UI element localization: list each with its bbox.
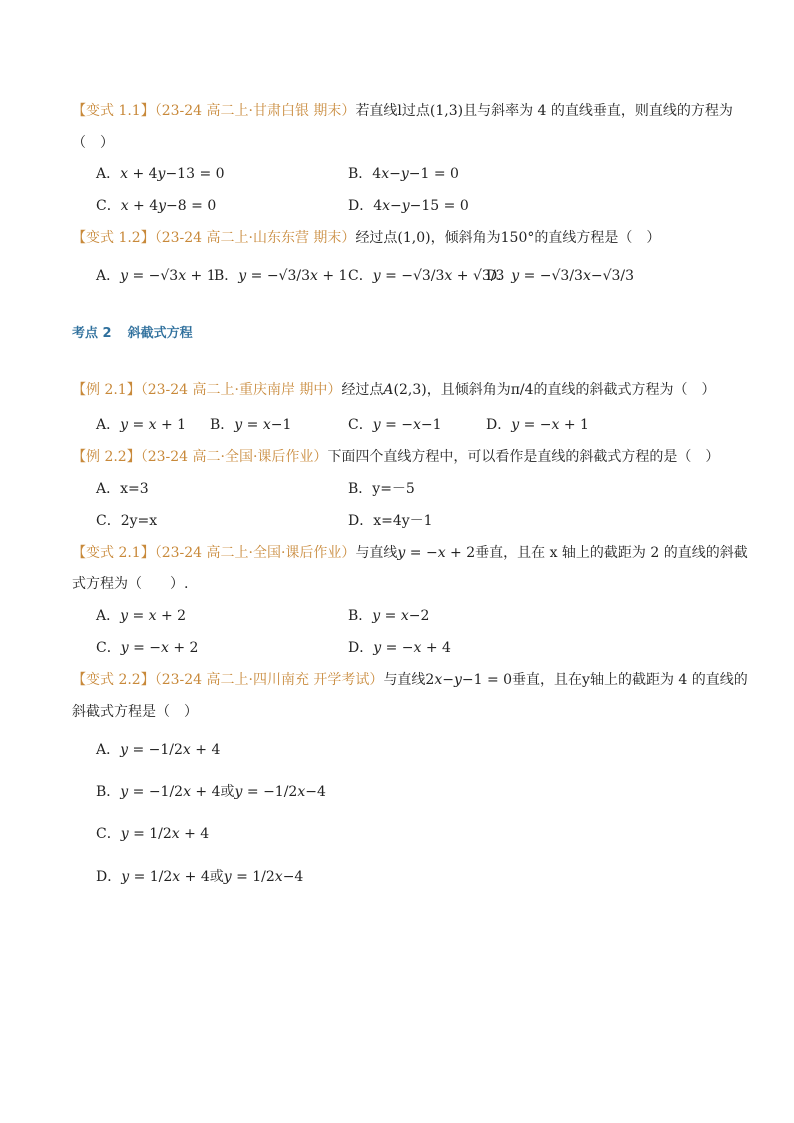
question-variant-2-1 (72, 543, 748, 563)
option-d: D．𝑦 = −𝑥 + 1 (486, 417, 589, 433)
question-variant-1-2 (72, 228, 732, 248)
option-a: A．𝑥 + 4𝑦−13 = 0 (96, 166, 225, 182)
section-title: 斜截式方程 (127, 326, 193, 341)
question-example-2-1 (72, 380, 732, 400)
question-stem: 与直线𝑦 = −𝑥 + 2垂直，且在 x 轴上的截距为 2 的直线的斜截 (355, 545, 748, 561)
option-c: C．𝑦 = −𝑥−1 (348, 417, 442, 433)
option-d: D．𝑦 = −𝑥 + 4 (348, 640, 451, 656)
question-stem: 经过点(1,0)，倾斜角为150°的直线方程是（ ） (355, 230, 661, 246)
question-tag: 【变式 2.1】 (72, 545, 155, 561)
question-stem-continued: （ ） (72, 135, 114, 151)
option-b: B．𝑦 = −√3/3𝑥 + 1 (214, 268, 348, 284)
question-stem: 若直线l过点(1,3)且与斜率为 4 的直线垂直，则直线的方程为 (355, 103, 733, 119)
question-stem: 与直线2𝑥−𝑦−1 = 0垂直，且在y轴上的截距为 4 的直线的 (383, 672, 748, 688)
question-tag: 【变式 2.2】 (72, 672, 155, 688)
option-b: B．𝑦 = 𝑥−2 (348, 608, 430, 624)
question-source: （23-24 高二上·重庆南岸 期中） (140, 382, 342, 398)
question-stem: 经过点𝐴(2,3)，且倾斜角为π/4的直线的斜截式方程为（ ） (341, 382, 716, 398)
option-a: A．𝑦 = −1/2𝑥 + 4 (96, 742, 221, 758)
question-tag: 【变式 1.2】 (72, 230, 155, 246)
question-tag: 【变式 1.1】 (72, 103, 155, 119)
question-stem: 下面四个直线方程中，可以看作是直线的斜截式方程的是（ ） (327, 449, 720, 465)
option-b: B．𝑦 = 𝑥−1 (210, 417, 292, 433)
question-source: （23-24 高二上·山东东营 期末） (154, 230, 356, 246)
option-d: D．𝑦 = −√3/3𝑥−√3/3 (486, 268, 635, 284)
option-a: A．𝑦 = −√3𝑥 + 1 (96, 268, 216, 284)
question-variant-2-2 (72, 670, 748, 690)
question-source: （23-24 高二上·全国·课后作业） (154, 545, 356, 561)
option-d: D．𝑦 = 1/2𝑥 + 4或𝑦 = 1/2𝑥−4 (96, 869, 304, 885)
question-stem-continued: 式方程为（ ）. (72, 576, 189, 592)
option-c: C．𝑦 = −𝑥 + 2 (96, 640, 199, 656)
option-b: B．4𝑥−𝑦−1 = 0 (348, 166, 459, 182)
question-example-2-2 (72, 447, 732, 467)
option-c: C．𝑥 + 4𝑦−8 = 0 (96, 198, 217, 214)
option-d: D．4𝑥−𝑦−15 = 0 (348, 198, 469, 214)
question-source: （23-24 高二上·甘肃白银 期末） (154, 103, 356, 119)
question-source: （23-24 高二上·四川南充 开学考试） (154, 672, 384, 688)
option-a: A．𝑦 = 𝑥 + 2 (96, 608, 187, 624)
option-c: C．𝑦 = −√3/3𝑥 + √3/3 (348, 268, 505, 284)
question-source: （23-24 高二·全国·课后作业） (140, 449, 328, 465)
option-c: C．2y=x (96, 513, 158, 529)
question-tag: 【例 2.1】 (72, 382, 141, 398)
section-label: 考点 2 (72, 326, 112, 341)
question-stem-continued: 斜截式方程是（ ） (72, 704, 198, 720)
section-header (72, 322, 193, 341)
option-b: B．𝑦 = −1/2𝑥 + 4或𝑦 = −1/2𝑥−4 (96, 784, 326, 800)
option-a: A．x=3 (96, 481, 149, 497)
option-b: B．y=－5 (348, 481, 415, 497)
question-tag: 【例 2.2】 (72, 449, 141, 465)
option-d: D．x=4y－1 (348, 513, 433, 529)
option-c: C．𝑦 = 1/2𝑥 + 4 (96, 826, 210, 842)
question-variant-1-1 (72, 101, 732, 121)
option-a: A．𝑦 = 𝑥 + 1 (96, 417, 187, 433)
